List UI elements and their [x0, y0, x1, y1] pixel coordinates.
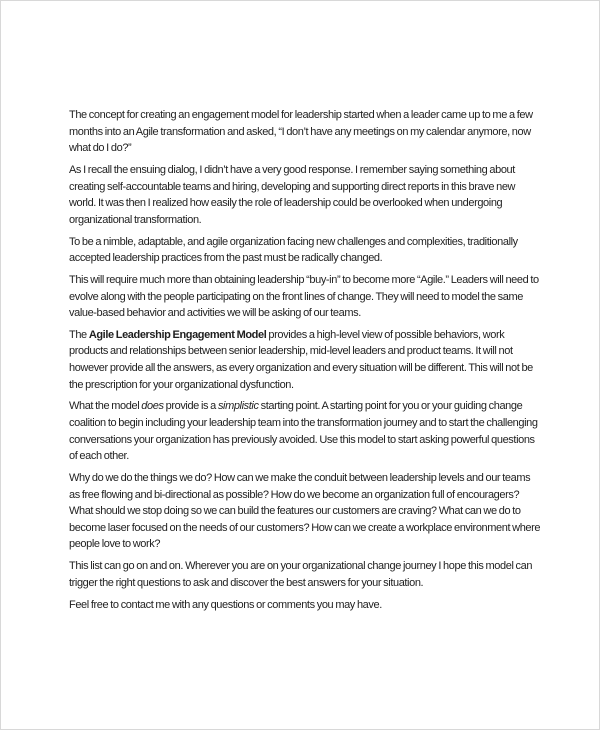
text-run: Why do we do the things we do? How can we make the conduit between leadership levels and our teams as free flowing and bi-directional as possible? How do we become an organization full of encouragers? What should we stop doing so we can build the features our customers are craving? What can we do to become laser focused on the needs of our customers? How can we create a workplace environment where people love to work? — [69, 472, 541, 551]
paragraph-9 — [69, 597, 541, 614]
text-run: provides a high-level view of possible behaviors, work products and relationships between senior leadership, mid-level leaders and product teams. It will not however provide all the answers, as every organization and every situation will be different. This will not be the prescription for your organizational dysfunction. — [69, 328, 533, 391]
paragraph-1 — [69, 107, 541, 157]
paragraph-3 — [69, 234, 541, 267]
document-text-block — [69, 107, 541, 618]
text-run-italic: simplistic — [217, 400, 259, 413]
text-run: The — [69, 328, 89, 341]
paragraph-8 — [69, 558, 541, 591]
paragraph-6 — [69, 398, 541, 464]
text-run: What the model — [69, 400, 142, 413]
text-run-italic: does — [141, 400, 164, 413]
paragraph-4 — [69, 272, 541, 322]
text-run: Feel free to contact me with any questions or comments you may have. — [69, 598, 382, 611]
paragraph-5 — [69, 327, 541, 393]
paragraph-7 — [69, 470, 541, 553]
paragraph-2 — [69, 162, 541, 228]
text-run: provide is a — [163, 400, 218, 413]
text-run: starting point. A starting point for you or your guiding change coalition to begin including your leadership team into the transformation journey and to start the challenging conversations your organization has previously avoided. Use this model to start asking powerful questions of each other. — [69, 400, 538, 463]
text-run: As I recall the ensuing dialog, I didn’t have a very good response. I remember saying something about creating self-accountable teams and hiring, developing and supporting direct reports in this brave new world. It was then I realized how easily the role of leadership could be overlooked when undergoing organizational transformation. — [69, 163, 516, 226]
text-run: To be a nimble, adaptable, and agile organization facing new challenges and complexities, traditionally accepted leadership practices from the past must be radically changed. — [69, 235, 518, 265]
text-run: This list can go on and on. Wherever you are on your organizational change journey I hope this model can trigger the right questions to ask and discover the best answers for your situation. — [69, 560, 533, 589]
text-run: This will require much more than obtaining leadership “buy-in” to become more “Agile.” Leaders will need to evolve along with the people participating on the front lines of change. They will need to model the same value-based behavior and activities we will be asking of our teams. — [69, 273, 539, 320]
text-run-bold: Agile Leadership Engagement Model — [88, 328, 267, 341]
text-run: The concept for creating an engagement model for leadership started when a leader came up to me a few months into an Agile transformation and asked, “I don’t have any meetings on my calendar anymore, now what do I do?” — [69, 109, 533, 155]
